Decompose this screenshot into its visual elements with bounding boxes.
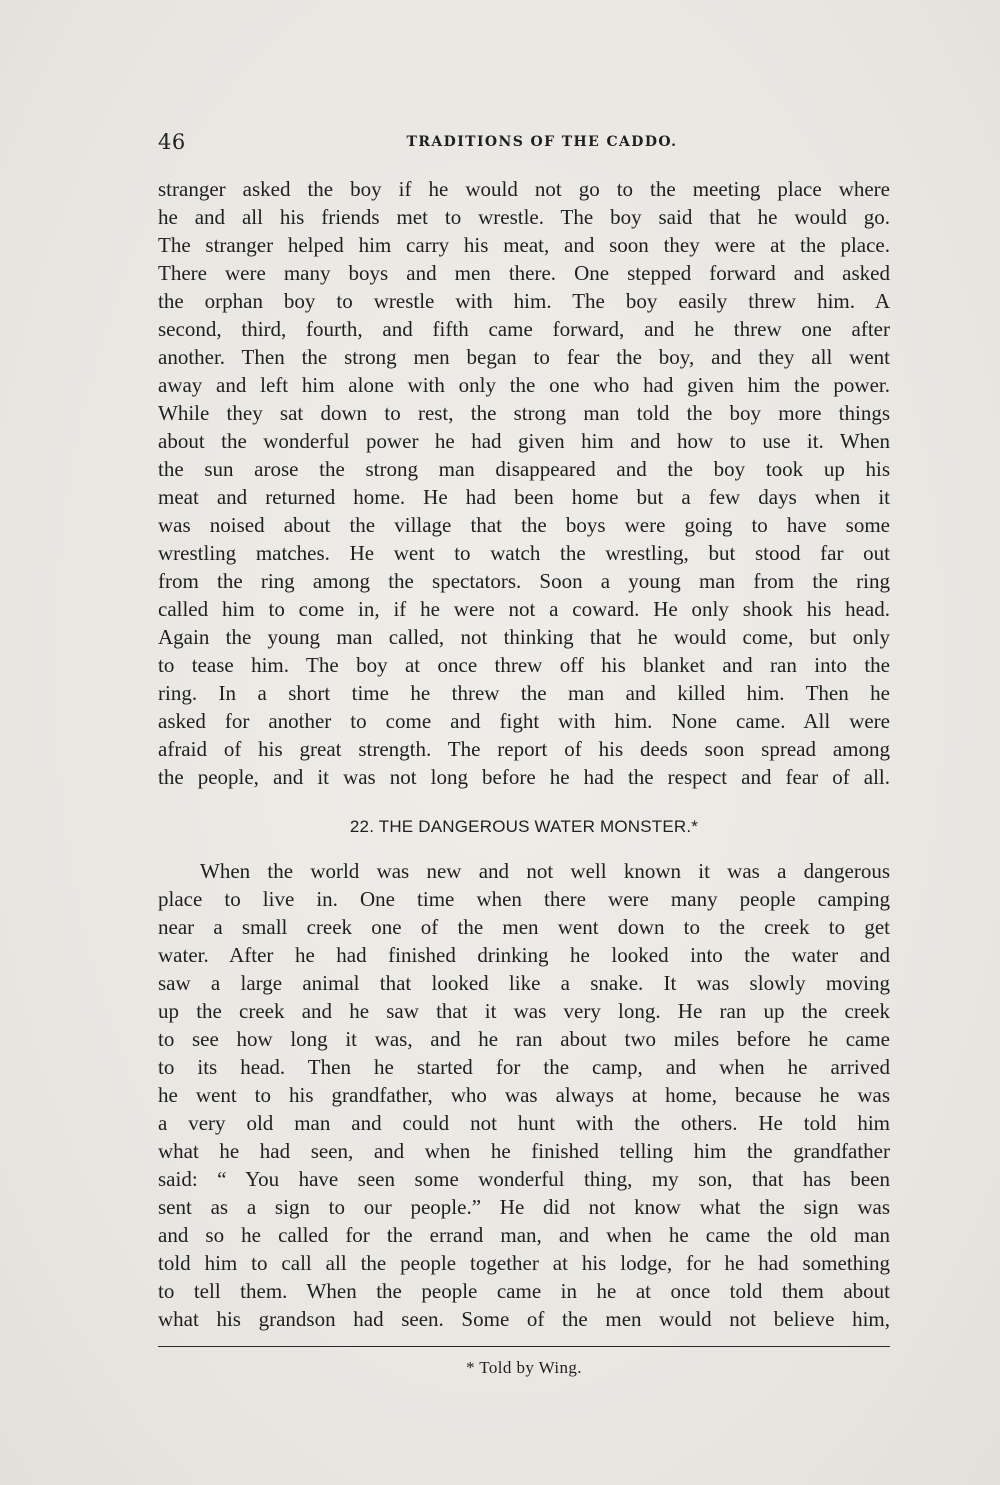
text-line: what he had seen, and when he finished telling him the grandfather (158, 1139, 890, 1163)
text-line: said: “ You have seen some wonderful thing, my son, that has been (158, 1167, 890, 1191)
text-line: asked for another to come and fight with him. None came. All were (158, 709, 890, 733)
text-line: sent as a sign to our people.” He did not know what the sign was (158, 1195, 890, 1219)
text-line: Again the young man called, not thinking that he would come, but only (158, 625, 890, 649)
text-line: second, third, fourth, and fifth came forward, and he threw one after (158, 317, 890, 341)
text-line: was noised about the village that the boys were going to have some (158, 513, 890, 537)
paragraph-water-monster (158, 857, 890, 1333)
text-line: to its head. Then he started for the camp, and when he arrived (158, 1055, 890, 1079)
text-line: While they sat down to rest, the strong man told the boy more things (158, 401, 890, 425)
text-line: saw a large animal that looked like a snake. It was slowly moving (158, 971, 890, 995)
paragraph-continued (158, 175, 890, 791)
text-line: a very old man and could not hunt with the others. He told him (158, 1111, 890, 1135)
text-line: told him to call all the people together at his lodge, for he had something (158, 1251, 890, 1275)
text-line: the sun arose the strong man disappeared and the boy took up his (158, 457, 890, 481)
text-line: wrestling matches. He went to watch the wrestling, but stood far out (158, 541, 890, 565)
text-line: from the ring among the spectators. Soon a young man from the ring (158, 569, 890, 593)
text-line: near a small creek one of the men went down to the creek to get (158, 915, 890, 939)
text-line: to see how long it was, and he ran about two miles before he came (158, 1027, 890, 1051)
section-heading: 22. THE DANGEROUS WATER MONSTER.* (349, 817, 699, 836)
text-line: meat and returned home. He had been home but a few days when it (158, 485, 890, 509)
text-line: away and left him alone with only the one who had given him the power. (158, 373, 890, 397)
running-head (158, 130, 890, 160)
text-line: to tease him. The boy at once threw off his blanket and ran into the (158, 653, 890, 677)
text-line: what his grandson had seen. Some of the men would not believe him, (158, 1307, 890, 1331)
text-line: place to live in. One time when there were many people camping (158, 887, 890, 911)
footnote: * Told by Wing. (466, 1358, 582, 1377)
text-line: and so he called for the errand man, and when he came the old man (158, 1223, 890, 1247)
text-line: stranger asked the boy if he would not go to the meeting place where (158, 177, 890, 201)
text-line: another. Then the strong men began to fear the boy, and they all went (158, 345, 890, 369)
page-number: 46 (158, 130, 186, 154)
text-line: ring. In a short time he threw the man and killed him. Then he (158, 681, 890, 705)
text-line: The stranger helped him carry his meat, and soon they were at the place. (158, 233, 890, 257)
text-line: called him to come in, if he were not a coward. He only shook his head. (158, 597, 890, 621)
text-line: about the wonderful power he had given him and how to use it. When (158, 429, 890, 453)
text-line: the orphan boy to wrestle with him. The boy easily threw him. A (158, 289, 890, 313)
text-line: to tell them. When the people came in he at once told them about (158, 1279, 890, 1303)
text-line: There were many boys and men there. One stepped forward and asked (158, 261, 890, 285)
footnote-rule (158, 1346, 890, 1347)
text-line: When the world was new and not well known it was a dangerous (200, 859, 890, 883)
text-line: the people, and it was not long before he had the respect and fear of all. (158, 765, 890, 789)
text-line: he went to his grandfather, who was always at home, because he was (158, 1083, 890, 1107)
text-line: he and all his friends met to wrestle. The boy said that he would go. (158, 205, 890, 229)
text-line: water. After he had finished drinking he looked into the water and (158, 943, 890, 967)
text-line: afraid of his great strength. The report of his deeds soon spread among (158, 737, 890, 761)
running-title: TRADITIONS OF THE CADDO. (406, 134, 678, 150)
text-line: up the creek and he saw that it was very long. He ran up the creek (158, 999, 890, 1023)
